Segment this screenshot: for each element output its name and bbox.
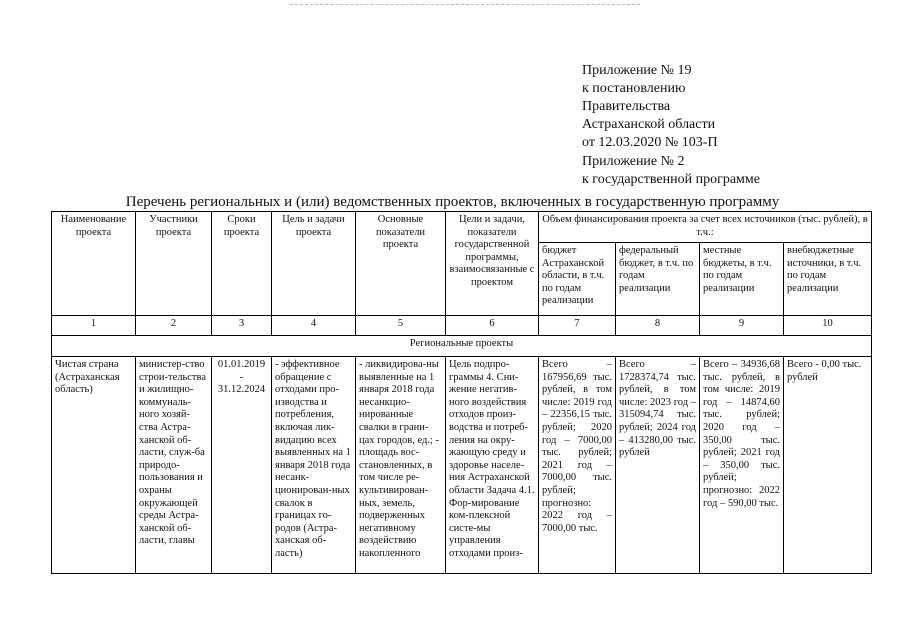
appendix-line: Астраханской области: [582, 117, 716, 132]
cell-indicators: - ликвидирова-ны выявленные на 1 января 2018 года несанкцио-нированные свалки в грани-цах городов, ед.; - площадь вос-становленных, в том числе ре-культивирован-ных, земель, подверженных негативному воздействию накопленного: [356, 357, 446, 574]
appendix-line: к постановлению: [582, 81, 686, 96]
header-participants: Участники проекта: [136, 212, 212, 316]
header-goals: Цель и задачи проекта: [272, 212, 356, 316]
header-row-1: [52, 212, 872, 243]
section-title: Региональные проекты: [52, 336, 872, 357]
header-extra-budget: внебюджетные источники, в т.ч. по годам реализации: [784, 243, 872, 316]
appendix-line: от 12.03.2020 № 103-П: [582, 135, 718, 150]
column-number: 4: [272, 316, 356, 336]
column-number: 1: [52, 316, 136, 336]
header-indicators: Основные показатели проекта: [356, 212, 446, 316]
top-decorative-line: [290, 4, 640, 5]
header-financing: Объем финансирования проекта за счет всех источников (тыс. рублей), в т.ч.:: [539, 212, 872, 243]
cell-goals: - эффективное обращение с отходами про-изводства и потребления, включая лик-видацию всех выявленных на 1 января 2018 года несанк-ционирован-ных свалок в границах го-родов (Астра-ханская об-ласть): [272, 357, 356, 574]
column-number: 2: [136, 316, 212, 336]
column-number: 5: [356, 316, 446, 336]
term-end: 31.12.2024: [217, 384, 266, 396]
cell-terms: [212, 357, 272, 574]
cell-regional-budget: Всего – 167956,69 тыс. рублей, в том числе: 2019 год – 22356,15 тыс. рублей; 2020 год – 7000,00 тыс. рублей; 2021 год – 7000,00 тыс. рублей; прогнозно: 2022 год – 7000,00 тыс.: [539, 357, 616, 574]
header-terms: Сроки проекта: [212, 212, 272, 316]
projects-table: [51, 211, 872, 574]
cell-federal-budget: Всего – 1728374,74 тыс. рублей, в том числе: 2023 год – 315094,74 тыс. рублей; 2024 год – 413280,00 тыс. рублей: [616, 357, 700, 574]
header-federal-budget: федеральный бюджет, в т.ч. по годам реализации: [616, 243, 700, 316]
header-name: Наименование проекта: [52, 212, 136, 316]
column-number: 8: [616, 316, 700, 336]
cell-local-budget: Всего – 34936,68 тыс. рублей, в том числе: 2019 год – 14874,60 тыс. рублей; 2020 год – 350,00 тыс. рублей; 2021 год – 350,00 тыс. рублей; прогнозно: 2022 год – 590,00 тыс.: [700, 357, 784, 574]
term-dash: -: [239, 371, 244, 383]
appendix-line: Приложение № 19: [582, 63, 692, 78]
appendix-2-block: [582, 153, 760, 189]
column-number: 7: [539, 316, 616, 336]
appendix-19-block: [582, 62, 718, 152]
section-row: [52, 336, 872, 357]
column-number: 9: [700, 316, 784, 336]
header-regional-budget: бюджет Астраханской области, в т.ч. по годам реализации: [539, 243, 616, 316]
header-program-goals: Цели и задачи, показатели государственной программы, взаимосвязанные с проектом: [446, 212, 539, 316]
header-local-budget: местные бюджеты, в т.ч. по годам реализации: [700, 243, 784, 316]
appendix-line: Приложение № 2: [582, 154, 685, 169]
document-title: Перечень региональных и (или) ведомственных проектов, включенных в государственную программу: [125, 194, 780, 210]
cell-name: Чистая страна (Астраханская область): [52, 357, 136, 574]
column-numbers-row: [52, 316, 872, 336]
appendix-line: к государственной программе: [582, 172, 760, 187]
column-number: 10: [784, 316, 872, 336]
column-number: 6: [446, 316, 539, 336]
term-start: 01.01.2019: [217, 359, 266, 370]
appendix-line: Правительства: [582, 99, 671, 114]
cell-program-goals: Цель подпро-граммы 4. Сни-жение негатив-ного воздействия отходов произ-водства и потреб-ления на окру-жающую среду и здоровье населе-ния Астраханской области Задача 4.1. Фор-мирование ком-плексной систе-мы управления отходами произ-: [446, 357, 539, 574]
table-row: [52, 357, 872, 574]
column-number: 3: [212, 316, 272, 336]
cell-participants: министер-ство строи-тельства и жилищно-коммуналь-ного хозяй-ства Астра-ханской об-ласти, служ-ба природо-пользования и охраны окружающей среды Астра-ханской об-ласти, главы: [136, 357, 212, 574]
cell-extra-budget: Всего - 0,00 тыс. рублей: [784, 357, 872, 574]
